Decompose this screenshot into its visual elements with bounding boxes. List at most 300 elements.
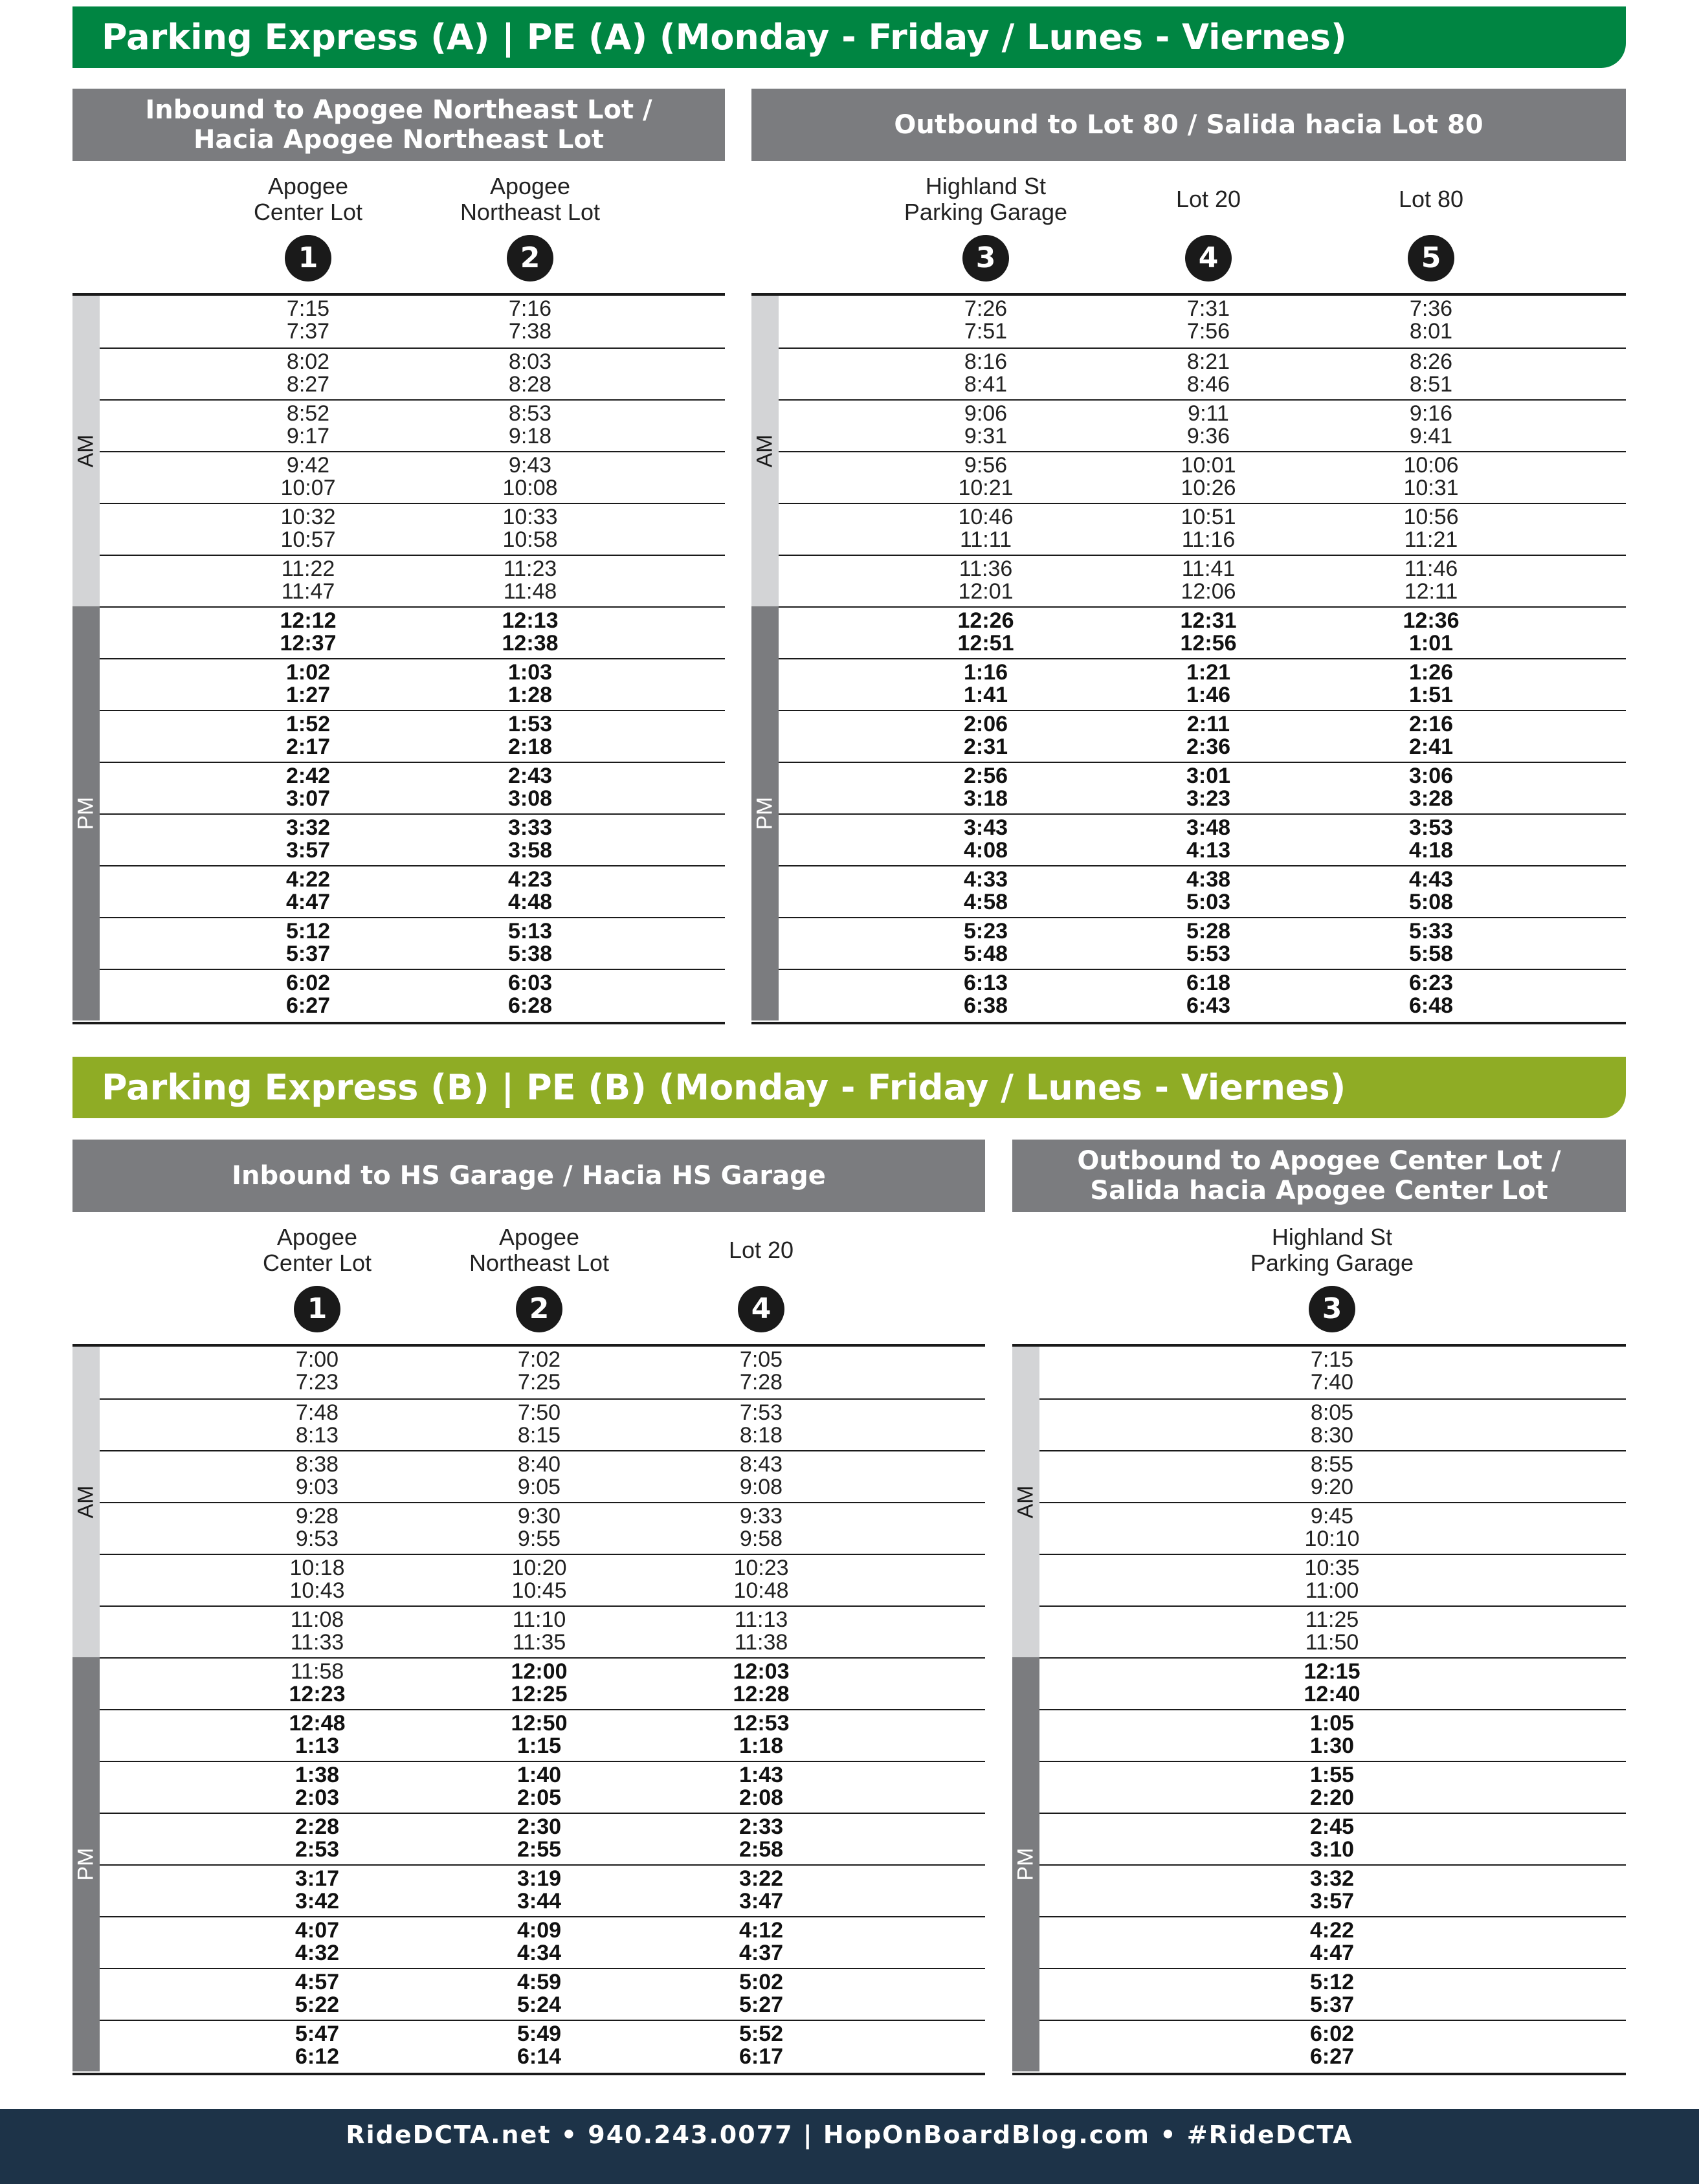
time-line	[902, 684, 1070, 707]
pm-time: 1:43	[738, 1763, 784, 1787]
stop-number-badge: 4	[738, 1286, 784, 1332]
time-line	[233, 1868, 401, 1890]
pm-label-text: PM	[73, 1848, 98, 1881]
time-line: 7:15	[286, 296, 330, 321]
time-cell	[446, 558, 614, 603]
time-line: 10:32	[280, 505, 336, 529]
time-line: 9:17	[286, 424, 330, 448]
time-cell	[902, 661, 1070, 707]
pm-time: 12:36	[1403, 608, 1460, 633]
pm-time: 3:48	[1186, 815, 1231, 840]
stop-number-badge: 3	[962, 235, 1009, 281]
time-line	[233, 1712, 401, 1735]
time-line: 8:53	[508, 401, 552, 426]
time-cell	[902, 713, 1070, 758]
table-row	[1039, 1916, 1626, 1968]
table-row	[100, 399, 725, 451]
time-cell	[1248, 1764, 1416, 1809]
time-cell	[1248, 1557, 1416, 1602]
pe-a-inbound-header	[72, 89, 725, 161]
time-cell	[902, 610, 1070, 655]
time-cell	[1347, 506, 1515, 551]
time-line: 11:22	[281, 557, 335, 581]
pe-b-outbound-stops	[1012, 1218, 1626, 1334]
pm-time: 2:16	[1408, 712, 1454, 736]
pm-time: 5:13	[507, 919, 553, 943]
time-line	[677, 2046, 845, 2068]
pm-label-text: PM	[1013, 1848, 1038, 1881]
time-line: 11:50	[1305, 1630, 1359, 1655]
am-label-text: AM	[73, 434, 98, 468]
pm-time: 1:55	[1309, 1763, 1355, 1787]
pm-time: 3:42	[294, 1889, 340, 1914]
pm-time: 4:38	[1186, 867, 1231, 892]
pm-time: 4:12	[738, 1918, 784, 1943]
table-row	[1039, 1450, 1626, 1502]
time-cell	[233, 1349, 401, 1394]
pm-time: 5:27	[738, 1992, 784, 2017]
table-row	[779, 399, 1626, 451]
pm-time: 2:05	[516, 1785, 562, 1810]
time-line	[1347, 765, 1515, 788]
time-line: 7:00	[295, 1347, 339, 1372]
table-row	[100, 2020, 985, 2071]
time-line	[1347, 891, 1515, 914]
time-line	[1248, 1994, 1416, 2016]
pm-time: 6:02	[285, 971, 331, 995]
time-cell	[224, 454, 392, 500]
time-line: 8:05	[1310, 1400, 1354, 1425]
time-line	[446, 943, 614, 965]
time-cell	[446, 972, 614, 1017]
time-line	[446, 868, 614, 891]
time-line: 8:51	[1409, 372, 1453, 397]
pm-time: 6:43	[1186, 993, 1231, 1018]
time-line: 7:15	[1310, 1347, 1354, 1372]
time-line	[1124, 736, 1293, 758]
time-line: 11:38	[734, 1630, 788, 1655]
time-line	[677, 1787, 845, 1809]
time-line	[455, 1764, 623, 1787]
pm-time: 5:58	[1408, 942, 1454, 966]
time-line: 8:52	[286, 401, 330, 426]
time-line: 7:48	[295, 1400, 339, 1425]
stop-name	[651, 1218, 871, 1283]
pm-time: 6:23	[1408, 971, 1454, 995]
time-cell	[233, 1453, 401, 1499]
time-line: 10:10	[1304, 1527, 1360, 1551]
time-cell	[1248, 1816, 1416, 1861]
pm-time: 4:48	[507, 890, 553, 914]
pm-time: 3:57	[1309, 1889, 1355, 1914]
time-line	[224, 765, 392, 788]
pm-time: 5:12	[285, 919, 331, 943]
time-cell	[1347, 403, 1515, 448]
time-line: 9:45	[1310, 1504, 1354, 1528]
time-cell	[233, 1557, 401, 1602]
time-cell	[233, 1609, 401, 1654]
time-cell	[446, 920, 614, 965]
time-cell	[902, 454, 1070, 500]
table-row	[779, 813, 1626, 865]
stop-number-badge: 2	[516, 1286, 562, 1332]
table-row	[100, 917, 725, 969]
table-row	[100, 606, 725, 658]
pm-time: 4:23	[507, 867, 553, 892]
time-cell	[233, 1868, 401, 1913]
time-line: 7:37	[286, 319, 330, 344]
stop-header	[1321, 167, 1541, 281]
time-line	[1248, 1683, 1416, 1706]
pm-label	[1012, 1826, 1039, 1903]
time-line: 8:02	[286, 349, 330, 374]
pm-time: 3:58	[507, 838, 553, 863]
time-line: 10:51	[1181, 505, 1236, 529]
time-line	[902, 736, 1070, 758]
time-cell	[1248, 1712, 1416, 1758]
pm-time: 6:38	[963, 993, 1008, 1018]
time-line: 9:41	[1409, 424, 1453, 448]
time-line	[224, 868, 392, 891]
time-line: 8:55	[1310, 1452, 1354, 1477]
pm-time: 2:42	[285, 764, 331, 788]
pm-time: 2:41	[1408, 734, 1454, 759]
stop-name-line1: Lot 80	[1398, 186, 1464, 212]
time-line	[677, 1712, 845, 1735]
time-line	[902, 920, 1070, 943]
pm-time: 1:51	[1408, 683, 1454, 707]
time-line: 10:06	[1403, 453, 1459, 478]
time-line	[677, 1868, 845, 1890]
time-line	[677, 1994, 845, 2016]
time-line: 10:08	[502, 476, 558, 500]
time-line: 11:48	[503, 579, 557, 604]
am-label	[72, 1463, 100, 1541]
time-line: 8:40	[517, 1452, 561, 1477]
table-row	[779, 503, 1626, 555]
time-line	[455, 1683, 623, 1706]
time-line	[233, 1942, 401, 1965]
pm-label	[751, 775, 779, 852]
pm-time: 1:40	[516, 1763, 562, 1787]
time-line: 12:01	[958, 579, 1014, 604]
pm-time: 1:02	[285, 660, 331, 685]
time-line	[1124, 684, 1293, 707]
stop-name-line1: Lot 20	[1175, 186, 1241, 212]
time-line	[224, 891, 392, 914]
time-cell	[1124, 765, 1293, 810]
time-line: 7:50	[517, 1400, 561, 1425]
table-row	[779, 969, 1626, 1020]
time-cell	[902, 920, 1070, 965]
time-line	[1124, 632, 1293, 655]
time-cell	[224, 920, 392, 965]
stop-name-line2: Center Lot	[262, 1250, 372, 1276]
time-cell	[224, 558, 392, 603]
time-line: 7:23	[295, 1370, 339, 1395]
time-line: 7:38	[508, 319, 552, 344]
time-cell	[455, 2023, 623, 2068]
pm-time: 12:25	[511, 1682, 568, 1706]
time-line: 11:13	[734, 1607, 788, 1632]
time-line	[455, 1919, 623, 1942]
time-line	[233, 2023, 401, 2046]
time-line	[233, 2046, 401, 2068]
time-line	[446, 610, 614, 632]
stop-name-line1: Highland St	[925, 173, 1047, 199]
stop-header	[429, 1218, 649, 1332]
time-cell	[1124, 403, 1293, 448]
pm-time: 1:52	[285, 712, 331, 736]
table-row	[100, 296, 725, 347]
time-cell	[233, 1402, 401, 1447]
time-cell	[677, 1609, 845, 1654]
time-cell	[455, 1660, 623, 1706]
stop-name-line1: Lot 20	[728, 1237, 794, 1263]
time-cell	[1248, 2023, 1416, 2068]
time-cell	[455, 1764, 623, 1809]
stop-name-line2: Northeast Lot	[460, 199, 601, 225]
time-line	[1248, 1971, 1416, 1994]
pm-time: 2:18	[507, 734, 553, 759]
time-line: 11:16	[1181, 527, 1236, 552]
time-line	[455, 1868, 623, 1890]
time-line	[233, 1735, 401, 1758]
pm-time: 2:03	[294, 1785, 340, 1810]
time-cell	[677, 1712, 845, 1758]
time-cell	[1124, 713, 1293, 758]
time-line: 9:30	[517, 1504, 561, 1528]
time-cell	[455, 1557, 623, 1602]
pm-time: 12:03	[733, 1659, 790, 1684]
time-line	[1124, 891, 1293, 914]
time-line	[1347, 610, 1515, 632]
time-line: 10:20	[511, 1556, 567, 1580]
time-cell	[1124, 454, 1293, 500]
time-line: 11:23	[503, 557, 557, 581]
pm-time: 1:46	[1186, 683, 1231, 707]
pm-time: 3:17	[294, 1866, 340, 1891]
pm-time: 4:22	[1309, 1918, 1355, 1943]
time-line	[233, 1890, 401, 1913]
time-cell	[1347, 610, 1515, 655]
time-cell	[902, 506, 1070, 551]
time-cell	[677, 1868, 845, 1913]
time-line	[1347, 868, 1515, 891]
time-line	[446, 995, 614, 1017]
time-line	[224, 610, 392, 632]
time-line	[224, 920, 392, 943]
time-line	[224, 972, 392, 995]
table-row	[100, 710, 725, 762]
stop-name-line1: Highland St	[1271, 1224, 1393, 1250]
am-label	[1012, 1463, 1039, 1541]
time-line	[455, 1712, 623, 1735]
stop-name	[207, 1218, 427, 1283]
pm-time: 4:47	[285, 890, 331, 914]
pm-time: 5:49	[516, 2022, 562, 2046]
stop-name-line2: Northeast Lot	[469, 1250, 610, 1276]
time-line	[902, 661, 1070, 684]
time-line	[677, 1838, 845, 1861]
pe-b-outbound-header-line1: Outbound to Apogee Center Lot /	[1077, 1146, 1561, 1176]
pm-time: 1:05	[1309, 1711, 1355, 1736]
time-cell	[455, 1505, 623, 1550]
time-line	[1248, 1838, 1416, 1861]
pm-time: 3:06	[1408, 764, 1454, 788]
time-line: 9:36	[1186, 424, 1230, 448]
pm-time: 1:15	[516, 1734, 562, 1758]
pm-time: 2:58	[738, 1837, 784, 1862]
table-row	[779, 865, 1626, 917]
time-line	[224, 788, 392, 810]
pm-time: 5:37	[1309, 1992, 1355, 2017]
time-line	[677, 1919, 845, 1942]
time-line	[902, 765, 1070, 788]
time-cell	[455, 1402, 623, 1447]
time-cell	[446, 817, 614, 862]
time-line	[902, 610, 1070, 632]
time-cell	[1347, 713, 1515, 758]
pm-time: 2:53	[294, 1837, 340, 1862]
time-line	[1248, 2046, 1416, 2068]
stop-name-line1: Apogee	[489, 173, 571, 199]
time-line: 12:11	[1404, 579, 1458, 604]
time-cell	[1347, 972, 1515, 1017]
pm-time: 6:18	[1186, 971, 1231, 995]
time-line: 8:38	[295, 1452, 339, 1477]
pe-b-inbound-stops	[72, 1218, 985, 1334]
pm-time: 6:48	[1408, 993, 1454, 1018]
time-line: 9:42	[286, 453, 330, 478]
pm-time: 6:03	[507, 971, 553, 995]
time-cell	[446, 298, 614, 343]
time-line	[902, 632, 1070, 655]
pm-time: 4:22	[285, 867, 331, 892]
time-line: 9:11	[1188, 401, 1229, 426]
time-line	[902, 713, 1070, 736]
time-line	[224, 943, 392, 965]
time-line: 7:26	[964, 296, 1008, 321]
pm-time: 12:15	[1304, 1659, 1360, 1684]
time-line: 8:30	[1310, 1423, 1354, 1448]
time-line: 12:06	[1181, 579, 1236, 604]
table-row	[100, 1864, 985, 1916]
stop-number-badge: 1	[294, 1286, 340, 1332]
time-line: 8:21	[1186, 349, 1230, 374]
table-row	[779, 555, 1626, 606]
pm-time: 5:37	[285, 942, 331, 966]
time-line	[455, 1838, 623, 1861]
pm-time: 2:28	[294, 1814, 340, 1839]
pm-time: 12:50	[511, 1711, 568, 1736]
time-line: 8:43	[739, 1452, 783, 1477]
pe-b-title-banner: Parking Express (B) | PE (B) (Monday - Friday / Lunes - Viernes)	[72, 1057, 1626, 1118]
stop-header	[207, 1218, 427, 1332]
time-line	[455, 1816, 623, 1838]
time-line	[677, 1764, 845, 1787]
pm-time: 3:33	[507, 815, 553, 840]
time-line: 11:00	[1305, 1578, 1359, 1603]
time-cell	[224, 972, 392, 1017]
pm-time: 3:57	[285, 838, 331, 863]
stop-number-badge: 4	[1185, 235, 1232, 281]
time-line: 8:26	[1409, 349, 1453, 374]
pm-time: 4:57	[294, 1970, 340, 1994]
time-line: 10:01	[1181, 453, 1236, 478]
time-line	[677, 2023, 845, 2046]
time-line: 10:45	[511, 1578, 567, 1603]
time-cell	[1347, 454, 1515, 500]
pm-time: 3:23	[1186, 786, 1231, 811]
time-cell	[677, 1764, 845, 1809]
table-row	[1039, 1864, 1626, 1916]
time-line	[677, 1683, 845, 1706]
pe-a-outbound-table	[751, 293, 1626, 1024]
pm-time: 12:37	[280, 631, 337, 656]
pm-time: 3:44	[516, 1889, 562, 1914]
time-line: 9:16	[1409, 401, 1453, 426]
time-cell	[677, 1660, 845, 1706]
pm-time: 1:30	[1309, 1734, 1355, 1758]
time-line	[224, 817, 392, 839]
time-line	[902, 943, 1070, 965]
time-line	[902, 788, 1070, 810]
table-row	[1039, 1709, 1626, 1761]
stop-name	[1321, 167, 1541, 232]
time-cell	[677, 1557, 845, 1602]
stop-name-line1: Apogee	[276, 1224, 358, 1250]
time-line	[224, 995, 392, 1017]
pm-time: 3:47	[738, 1889, 784, 1914]
pm-time: 4:43	[1408, 867, 1454, 892]
pm-label	[72, 1826, 100, 1903]
time-cell	[1248, 1971, 1416, 2016]
time-cell	[224, 817, 392, 862]
time-line: 9:43	[508, 453, 552, 478]
time-line: 7:31	[1186, 296, 1230, 321]
pm-time: 5:22	[294, 1992, 340, 2017]
am-label-text: AM	[1013, 1485, 1038, 1519]
pm-time: 5:12	[1309, 1970, 1355, 1994]
time-line	[1124, 817, 1293, 839]
pm-time: 2:20	[1309, 1785, 1355, 1810]
pm-time: 12:13	[502, 608, 559, 633]
time-cell	[233, 2023, 401, 2068]
table-row	[1039, 1502, 1626, 1554]
pm-time: 6:17	[738, 2044, 784, 2069]
time-cell	[902, 765, 1070, 810]
pm-time: 3:10	[1309, 1837, 1355, 1862]
time-cell	[455, 1816, 623, 1861]
time-line	[902, 995, 1070, 1017]
time-line: 11:10	[512, 1607, 566, 1632]
time-cell	[677, 1971, 845, 2016]
time-line: 10:46	[958, 505, 1014, 529]
time-line: 10:58	[502, 527, 558, 552]
stop-name	[420, 167, 640, 232]
pm-time: 2:36	[1186, 734, 1231, 759]
pm-time: 6:27	[285, 993, 331, 1018]
stop-name	[876, 167, 1096, 232]
time-line: 10:33	[502, 505, 558, 529]
pm-time: 2:06	[963, 712, 1008, 736]
pm-time: 5:24	[516, 1992, 562, 2017]
time-line	[1248, 2023, 1416, 2046]
time-line: 11:41	[1181, 557, 1236, 581]
time-cell	[233, 1919, 401, 1965]
table-row	[100, 1657, 985, 1709]
